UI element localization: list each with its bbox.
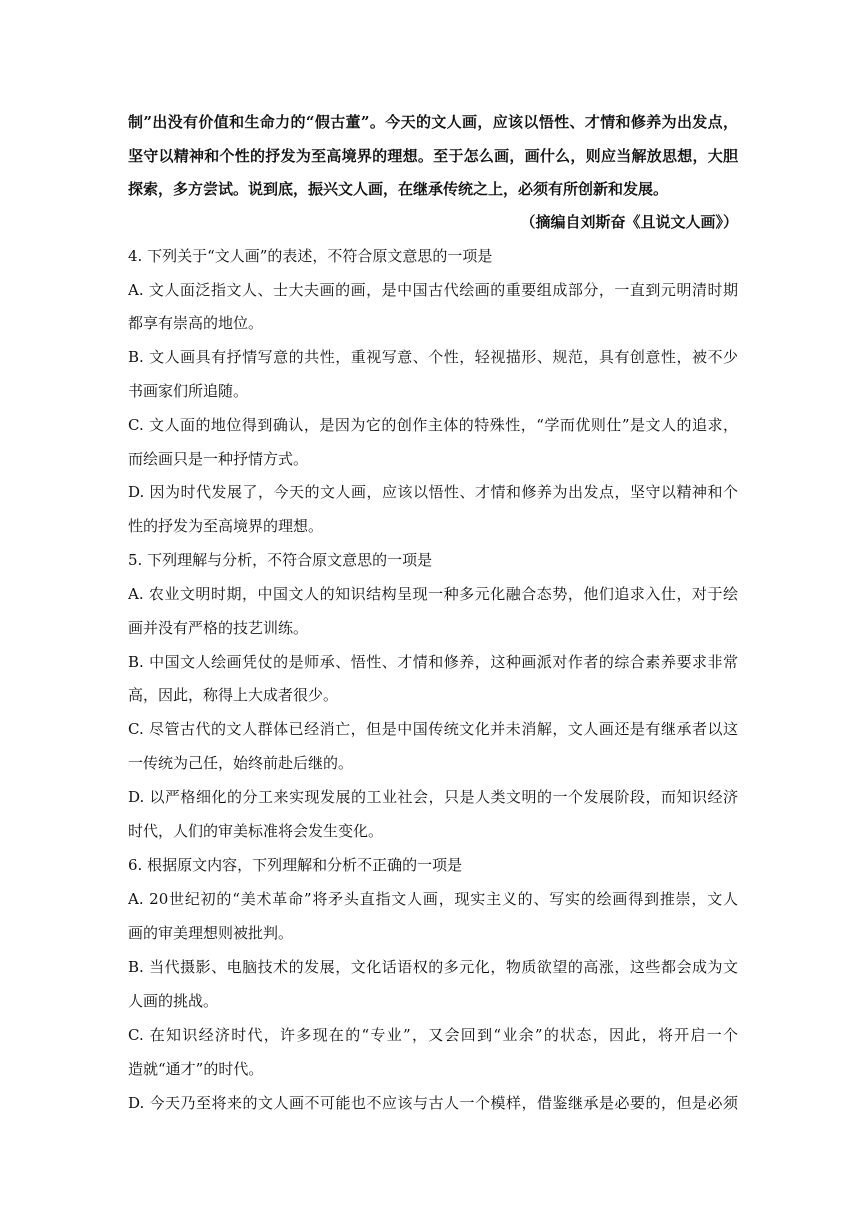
- question-stem: 6. 根据原文内容，下列理解和分析不正确的一项是: [128, 856, 463, 874]
- question-option-continued: 人画的挑战。: [128, 992, 219, 1010]
- question-stem: 5. 下列理解与分析，不符合原文意思的一项是: [128, 551, 433, 569]
- question-option: D. 因为时代发展了，今天的文人画，应该以悟性、才情和修养为出发点，坚守以精神和个: [128, 483, 738, 501]
- question-option: A. 20世纪初的“美术革命”将矛头直指文人画，现实主义的、写实的绘画得到推崇，文人: [128, 890, 738, 908]
- question-option-continued: 造就“通才”的时代。: [128, 1060, 264, 1078]
- question-option: D. 今天乃至将来的文人画不可能也不应该与古人一个模样，借鉴继承是必要的，但是必须: [128, 1094, 738, 1112]
- passage-line: 探索，多方尝试。说到底，振兴文人画，在继承传统之上，必须有所创新和发展。: [128, 180, 669, 198]
- question-option-continued: 画并没有严格的技艺训练。: [128, 619, 309, 637]
- question-option: A. 文人面泛指文人、士大夫画的画，是中国古代绘画的重要组成部分，一直到元明清时期: [128, 281, 738, 299]
- question-option-continued: 时代，人们的审美标准将会发生变化。: [128, 822, 384, 840]
- passage-line: 坚守以精神和个性的抒发为至高境界的理想。至于怎么画，画什么，则应当解放思想，大胆: [128, 147, 738, 165]
- question-option-continued: 书画家们所追随。: [128, 382, 249, 400]
- question-option: B. 当代摄影、电脑技术的发展，文化话语权的多元化，物质欲望的高涨，这些都会成为文: [128, 958, 738, 976]
- question-option-continued: 画的审美理想则被批判。: [128, 924, 294, 942]
- passage-source: （摘编自刘斯奋《且说文人画》）: [520, 213, 738, 231]
- question-option: A. 农业文明时期，中国文人的知识结构呈现一种多元化融合态势，他们追求入仕，对于绘: [128, 585, 738, 603]
- question-option: D. 以严格细化的分工来实现发展的工业社会，只是人类文明的一个发展阶段，而知识经济: [128, 788, 738, 806]
- question-option: C. 文人面的地位得到确认，是因为它的创作主体的特殊性，“学而优则仕”是文人的追求，: [128, 416, 738, 434]
- question-option: B. 中国文人绘画凭仗的是师承、悟性、才情和修养，这种画派对作者的综合素养要求非常: [128, 653, 738, 671]
- question-option: C. 尽管古代的文人群体已经消亡，但是中国传统文化并未消解，文人画还是有继承者以这: [128, 720, 738, 738]
- question-option-continued: 都享有崇高的地位。: [128, 314, 264, 332]
- question-stem: 4. 下列关于“文人画”的表述，不符合原文意思的一项是: [128, 247, 493, 265]
- question-option: C. 在知识经济时代，许多现在的“专业”，又会回到“业余”的状态，因此，将开启一个: [128, 1026, 738, 1044]
- question-option-continued: 高，因此，称得上大成者很少。: [128, 686, 339, 704]
- question-option-continued: 一传统为己任，始终前赴后继的。: [128, 754, 354, 772]
- question-option-continued: 性的抒发为至高境界的理想。: [128, 517, 324, 535]
- passage-line: 制”出没有价值和生命力的“假古董”。今天的文人画，应该以悟性、才情和修养为出发点，: [128, 113, 738, 131]
- question-option: B. 文人画具有抒情写意的共性，重视写意、个性，轻视描形、规范，具有创意性，被不少: [128, 348, 738, 366]
- question-option-continued: 而绘画只是一种抒情方式。: [128, 450, 309, 468]
